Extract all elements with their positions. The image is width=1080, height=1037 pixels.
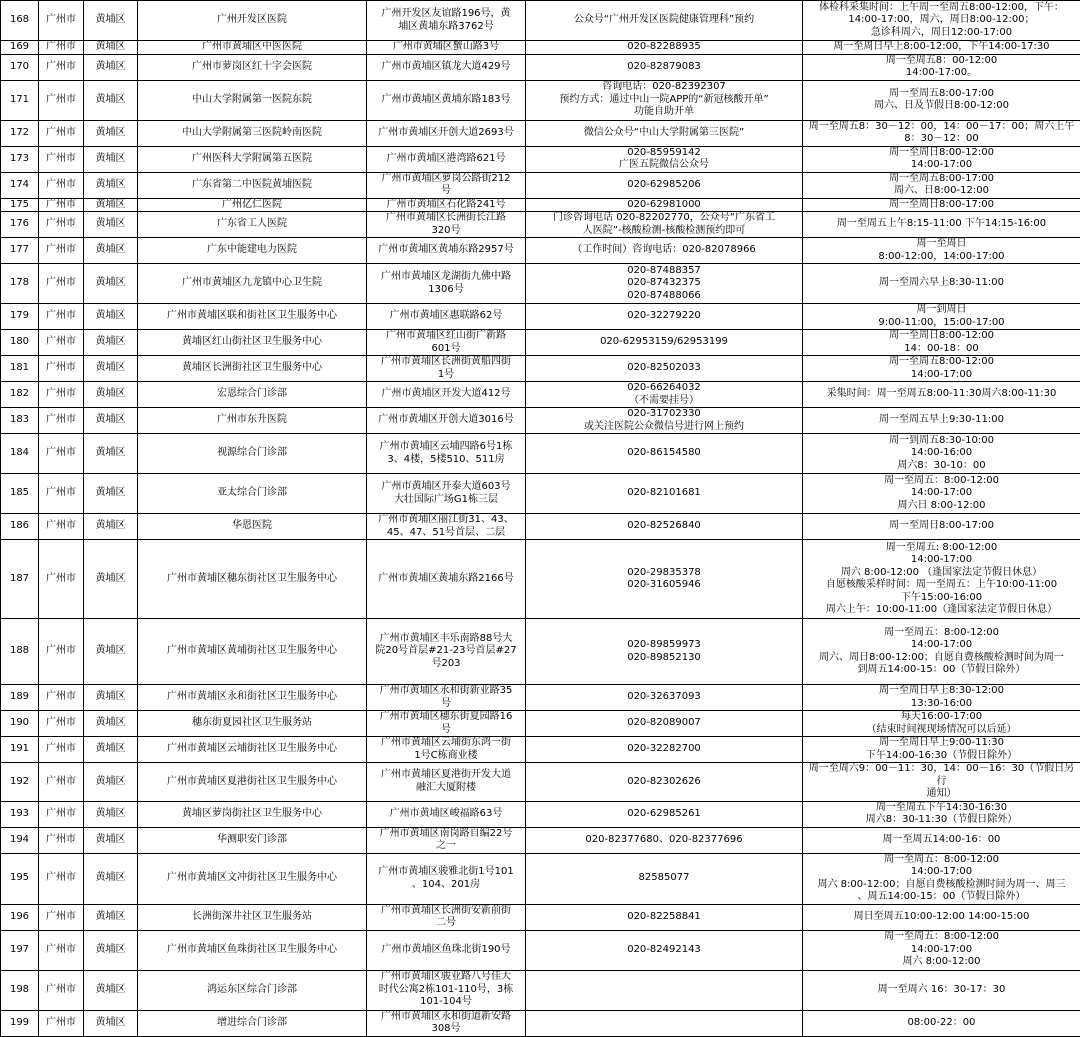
hospital-name: 广州亿仁医院	[138, 198, 367, 212]
city-cell: 广州市	[39, 172, 84, 198]
row-number: 190	[1, 711, 39, 737]
hospital-address: 广州市黄埔区云埔四路6号1栋 3、4楼，5楼510、511房	[367, 434, 526, 474]
hospital-address: 广州市黄埔区黄埔东路2957号	[367, 238, 526, 264]
booking-contact: 020-82377680、020-82377696	[526, 827, 803, 853]
service-hours: 周一至周五上午8:15-11:00 下午14:15-16:00	[803, 212, 1080, 238]
booking-contact: 020-87488357 020-87432375 020-87488066	[526, 264, 803, 304]
service-hours: 周一至周五：8:00-12:00 14:00-17:00 周六 8:00-12:00	[803, 930, 1080, 970]
city-cell: 广州市	[39, 54, 84, 80]
city-cell: 广州市	[39, 212, 84, 238]
hospital-name: 华恩医院	[138, 514, 367, 540]
district-cell: 黄埔区	[84, 408, 138, 434]
hospital-address: 广州市黄埔区蟹山路3号	[367, 41, 526, 55]
city-cell: 广州市	[39, 514, 84, 540]
city-cell: 广州市	[39, 827, 84, 853]
row-number: 172	[1, 120, 39, 146]
service-hours: 周一至周五8：00-12:00 14:00-17:00。	[803, 54, 1080, 80]
row-number: 187	[1, 540, 39, 619]
row-number: 182	[1, 382, 39, 408]
hospital-address: 广州市黄埔区永和街新业路35 号	[367, 685, 526, 711]
district-cell: 黄埔区	[84, 41, 138, 55]
district-cell: 黄埔区	[84, 514, 138, 540]
row-number: 176	[1, 212, 39, 238]
hospital-name: 广州市黄埔区鱼珠街社区卫生服务中心	[138, 930, 367, 970]
city-cell: 广州市	[39, 474, 84, 514]
row-number: 192	[1, 763, 39, 802]
service-hours: 周一至周日8:00-12:00 14：00-18：00	[803, 330, 1080, 356]
hospital-address: 广州市黄埔区骏雅北街1号101 、104、201房	[367, 853, 526, 904]
district-cell: 黄埔区	[84, 474, 138, 514]
row-number: 183	[1, 408, 39, 434]
row-number: 173	[1, 146, 39, 172]
hospital-name: 增进综合门诊部	[138, 1010, 367, 1036]
city-cell: 广州市	[39, 408, 84, 434]
service-hours: 周一至周日 8:00-12:00，14:00-17:00	[803, 238, 1080, 264]
row-number: 179	[1, 304, 39, 330]
hospital-address: 广州市黄埔区开创大道2693号	[367, 120, 526, 146]
hospital-name: 广州市东升医院	[138, 408, 367, 434]
table-row	[1, 264, 1080, 304]
district-cell: 黄埔区	[84, 619, 138, 685]
district-cell: 黄埔区	[84, 685, 138, 711]
row-number: 171	[1, 80, 39, 120]
booking-contact: （工作时间）咨询电话：020-82078966	[526, 238, 803, 264]
city-cell: 广州市	[39, 711, 84, 737]
district-cell: 黄埔区	[84, 356, 138, 382]
booking-contact: 020-29835378 020-31605946	[526, 540, 803, 619]
service-hours: 周一至周五下午14:30-16:30 周六8：30-11:30（节假日除外）	[803, 801, 1080, 827]
hospital-address: 广州市黄埔区黄埔东路183号	[367, 80, 526, 120]
city-cell: 广州市	[39, 146, 84, 172]
booking-contact: 82585077	[526, 853, 803, 904]
hospital-name: 广州市黄埔区穗东街社区卫生服务中心	[138, 540, 367, 619]
service-hours: 体检科采集时间：上午周一至周五8:00-12:00，下午： 14:00-17:00，周六，周日8:00-12:00； 急诊科周六，周日12:00-17:00	[803, 1, 1080, 41]
booking-contact: 门诊咨询电话 020-82202770，公众号“广东省工 人医院”-核酸检测-核酸检测预约即可	[526, 212, 803, 238]
booking-contact	[526, 970, 803, 1010]
hospital-address: 广州市黄埔区惠联路62号	[367, 304, 526, 330]
hospital-name: 广州市黄埔区永和街社区卫生服务中心	[138, 685, 367, 711]
city-cell: 广州市	[39, 737, 84, 763]
booking-contact: 020-62985261	[526, 801, 803, 827]
service-hours: 周一至周五：8:00-12:00 14:00-17:00 周六、周日8:00-12:00；自愿自费核酸检测时间为周一 到周五14:00-15：00（节假日除外）	[803, 619, 1080, 685]
hospital-address: 广州市黄埔区南岗路自编22号 之一	[367, 827, 526, 853]
hospital-address: 广州市黄埔区镇龙大道429号	[367, 54, 526, 80]
city-cell: 广州市	[39, 540, 84, 619]
service-hours: 周一至周五8：30－12：00，14：00－17：00；周六上午 8：30－12：00	[803, 120, 1080, 146]
district-cell: 黄埔区	[84, 172, 138, 198]
service-hours: 周一到周日 9:00-11:00，15:00-17:00	[803, 304, 1080, 330]
booking-contact: 020-82879083	[526, 54, 803, 80]
table-row	[1, 685, 1080, 711]
hospital-address: 广州市黄埔区长洲街安新前街 二号	[367, 904, 526, 930]
city-cell: 广州市	[39, 264, 84, 304]
district-cell: 黄埔区	[84, 54, 138, 80]
city-cell: 广州市	[39, 80, 84, 120]
service-hours: 周一至周五: 8:00-12:00 14:00-17:00 周六 8:00-12:00 （逢国家法定节假日休息） 自愿核酸采样时间：周一至周五：上午10:00-11:00 下午15:00-16:00 周六上午：10:00-11:00（逢国家法定节假日休息）	[803, 540, 1080, 619]
hospital-address: 广州市黄埔区丰乐南路88号大 院20号首层#21-23号首层#27 号203	[367, 619, 526, 685]
hospital-name: 广州开发区医院	[138, 1, 367, 41]
hospital-name: 广州医科大学附属第五医院	[138, 146, 367, 172]
hospital-name: 鸿运东区综合门诊部	[138, 970, 367, 1010]
district-cell: 黄埔区	[84, 904, 138, 930]
city-cell: 广州市	[39, 238, 84, 264]
hospital-name: 广州市黄埔区夏港街社区卫生服务中心	[138, 763, 367, 802]
hospital-name: 亚太综合门诊部	[138, 474, 367, 514]
table-row	[1, 212, 1080, 238]
service-hours: 周一至周六9：00－11：30，14：00－16：30（节假日另行 通知）	[803, 763, 1080, 802]
hospital-name: 黄埔区长洲街社区卫生服务中心	[138, 356, 367, 382]
booking-contact: 020-82502033	[526, 356, 803, 382]
city-cell: 广州市	[39, 304, 84, 330]
district-cell: 黄埔区	[84, 198, 138, 212]
table-row	[1, 1, 1080, 41]
hospital-address: 广州市黄埔区云埔街东鸿一街 1号C栋商业楼	[367, 737, 526, 763]
hospital-name: 宏恩综合门诊部	[138, 382, 367, 408]
service-hours: 周一至周日早上9:00-11:30 下午14:00-16:30（节假日除外）	[803, 737, 1080, 763]
table-row	[1, 238, 1080, 264]
hospital-name: 广东中能建电力医院	[138, 238, 367, 264]
hospital-name: 长洲街深井社区卫生服务站	[138, 904, 367, 930]
city-cell: 广州市	[39, 619, 84, 685]
hospital-address: 广州市黄埔区长洲街长江路 320号	[367, 212, 526, 238]
hospital-address: 广州市黄埔区骏业路八号佳大 时代公寓2栋101-110号，3栋 101-104号	[367, 970, 526, 1010]
hospital-name: 黄埔区红山街社区卫生服务中心	[138, 330, 367, 356]
booking-contact: 020-62981000	[526, 198, 803, 212]
city-cell: 广州市	[39, 801, 84, 827]
service-hours: 采集时间：周一至周五8:00-11:30周六8:00-11:30	[803, 382, 1080, 408]
hospital-address: 广州市黄埔区开泰大道603号 大壮国际广场G1栋三层	[367, 474, 526, 514]
table-row	[1, 853, 1080, 904]
table-row	[1, 619, 1080, 685]
city-cell: 广州市	[39, 1010, 84, 1036]
district-cell: 黄埔区	[84, 146, 138, 172]
district-cell: 黄埔区	[84, 853, 138, 904]
hospital-address: 广州市黄埔区石化路241号	[367, 198, 526, 212]
table-row	[1, 474, 1080, 514]
district-cell: 黄埔区	[84, 264, 138, 304]
booking-contact: 020-86154580	[526, 434, 803, 474]
table-row	[1, 514, 1080, 540]
hospital-address: 广州市黄埔区丽江街31、43、 45、47、51号首层、二层	[367, 514, 526, 540]
table-row	[1, 711, 1080, 737]
hospital-name: 广州市黄埔区九龙镇中心卫生院	[138, 264, 367, 304]
district-cell: 黄埔区	[84, 330, 138, 356]
table-row	[1, 827, 1080, 853]
table-row	[1, 434, 1080, 474]
table-row	[1, 304, 1080, 330]
district-cell: 黄埔区	[84, 238, 138, 264]
hospital-name: 中山大学附属第三医院岭南医院	[138, 120, 367, 146]
district-cell: 黄埔区	[84, 930, 138, 970]
district-cell: 黄埔区	[84, 1, 138, 41]
district-cell: 黄埔区	[84, 801, 138, 827]
table-row	[1, 763, 1080, 802]
booking-contact: 020-62985206	[526, 172, 803, 198]
hospital-name: 广州市萝岗区红十字会医院	[138, 54, 367, 80]
service-hours: 周一至周日8:00-12:00 14:00-17:00	[803, 146, 1080, 172]
district-cell: 黄埔区	[84, 711, 138, 737]
service-hours: 周一至周六早上8:30-11:00	[803, 264, 1080, 304]
table-row	[1, 382, 1080, 408]
row-number: 195	[1, 853, 39, 904]
table-row	[1, 930, 1080, 970]
service-hours: 周一至周五8:00-12:00 14:00-17:00	[803, 356, 1080, 382]
hospital-name: 广州市黄埔区黄埔街社区卫生服务中心	[138, 619, 367, 685]
table-row	[1, 356, 1080, 382]
table-row	[1, 330, 1080, 356]
hospital-address: 广州市黄埔区穗东街夏园路16 号	[367, 711, 526, 737]
service-hours: 08:00-22：00	[803, 1010, 1080, 1036]
city-cell: 广州市	[39, 685, 84, 711]
booking-contact: 020-82089007	[526, 711, 803, 737]
booking-contact: 020-82288935	[526, 41, 803, 55]
booking-contact: 020-32282700	[526, 737, 803, 763]
city-cell: 广州市	[39, 41, 84, 55]
district-cell: 黄埔区	[84, 304, 138, 330]
city-cell: 广州市	[39, 763, 84, 802]
row-number: 194	[1, 827, 39, 853]
service-hours: 周日至周五10:00-12:00 14:00-15:00	[803, 904, 1080, 930]
hospital-name: 广州市黄埔区云埔街社区卫生服务中心	[138, 737, 367, 763]
service-hours: 周一至周日8:00-17:00	[803, 198, 1080, 212]
service-hours: 周一至周日8:00-17:00	[803, 514, 1080, 540]
hospital-address: 广州市黄埔区夏港街开发大道 融汇大厦附楼	[367, 763, 526, 802]
row-number: 181	[1, 356, 39, 382]
hospital-address: 广州市黄埔区黄埔东路2166号	[367, 540, 526, 619]
hospital-name: 广州市黄埔区文冲街社区卫生服务中心	[138, 853, 367, 904]
district-cell: 黄埔区	[84, 80, 138, 120]
service-hours: 周一至周日早上8:00-12:00，下午14:00-17:30	[803, 41, 1080, 55]
row-number: 168	[1, 1, 39, 41]
hospital-address: 广州市黄埔区开创大道3016号	[367, 408, 526, 434]
table-row	[1, 801, 1080, 827]
district-cell: 黄埔区	[84, 540, 138, 619]
table-row	[1, 198, 1080, 212]
hospital-name: 广州市黄埔区中医医院	[138, 41, 367, 55]
row-number: 186	[1, 514, 39, 540]
row-number: 184	[1, 434, 39, 474]
booking-contact: 公众号“广州开发区医院健康管理科”预约	[526, 1, 803, 41]
table-row	[1, 970, 1080, 1010]
row-number: 191	[1, 737, 39, 763]
district-cell: 黄埔区	[84, 382, 138, 408]
hospital-name: 华测职安门诊部	[138, 827, 367, 853]
city-cell: 广州市	[39, 198, 84, 212]
city-cell: 广州市	[39, 356, 84, 382]
row-number: 197	[1, 930, 39, 970]
city-cell: 广州市	[39, 970, 84, 1010]
booking-contact: 020-82492143	[526, 930, 803, 970]
booking-contact: 020-32637093	[526, 685, 803, 711]
city-cell: 广州市	[39, 1, 84, 41]
table-row	[1, 172, 1080, 198]
table-row	[1, 408, 1080, 434]
booking-contact: 020-82302626	[526, 763, 803, 802]
district-cell: 黄埔区	[84, 737, 138, 763]
hospital-address: 广州市黄埔区长洲街黄船四街 1号	[367, 356, 526, 382]
district-cell: 黄埔区	[84, 1010, 138, 1036]
city-cell: 广州市	[39, 434, 84, 474]
row-number: 189	[1, 685, 39, 711]
row-number: 175	[1, 198, 39, 212]
hospital-name: 中山大学附属第一医院东院	[138, 80, 367, 120]
table-row	[1, 54, 1080, 80]
row-number: 188	[1, 619, 39, 685]
table-row	[1, 146, 1080, 172]
booking-contact: 微信公众号“中山大学附属第三医院”	[526, 120, 803, 146]
service-hours: 周一至周五：8:00-12:00 14:00-17:00 周六 8:00-12:00；自愿自费核酸检测时间为周一、周三 、周五14:00-15：00（节假日除外）	[803, 853, 1080, 904]
district-cell: 黄埔区	[84, 970, 138, 1010]
table-body	[1, 1, 1080, 1037]
table-row	[1, 41, 1080, 55]
table-row	[1, 80, 1080, 120]
city-cell: 广州市	[39, 904, 84, 930]
city-cell: 广州市	[39, 120, 84, 146]
row-number: 199	[1, 1010, 39, 1036]
district-cell: 黄埔区	[84, 827, 138, 853]
city-cell: 广州市	[39, 330, 84, 356]
city-cell: 广州市	[39, 930, 84, 970]
row-number: 177	[1, 238, 39, 264]
booking-contact	[526, 1010, 803, 1036]
service-hours: 周一到周五8:30-10:00 14:00-16:00 周六8：30-10：00	[803, 434, 1080, 474]
row-number: 196	[1, 904, 39, 930]
row-number: 170	[1, 54, 39, 80]
booking-contact: 020-85959142 广医五院微信公众号	[526, 146, 803, 172]
row-number: 198	[1, 970, 39, 1010]
service-hours: 周一至周五：8:00-12:00 14:00-17:00 周六日 8:00-12:00	[803, 474, 1080, 514]
district-cell: 黄埔区	[84, 212, 138, 238]
row-number: 169	[1, 41, 39, 55]
hospital-name: 广东省第二中医院黄埔医院	[138, 172, 367, 198]
hospital-name: 视源综合门诊部	[138, 434, 367, 474]
booking-contact: 020-89859973 020-89852130	[526, 619, 803, 685]
hospital-address: 广州市黄埔区开发大道412号	[367, 382, 526, 408]
hospital-address: 广州市黄埔区红山街广新路 601号	[367, 330, 526, 356]
table-row	[1, 540, 1080, 619]
hospital-address: 广州市黄埔区永和街道新安路 308号	[367, 1010, 526, 1036]
table-row	[1, 120, 1080, 146]
hospital-address: 广州市黄埔区港湾路621号	[367, 146, 526, 172]
row-number: 174	[1, 172, 39, 198]
hospital-name: 广州市黄埔区联和街社区卫生服务中心	[138, 304, 367, 330]
table-row	[1, 737, 1080, 763]
row-number: 193	[1, 801, 39, 827]
hospital-name: 广东省工人医院	[138, 212, 367, 238]
district-cell: 黄埔区	[84, 434, 138, 474]
booking-contact: 020-62953159/62953199	[526, 330, 803, 356]
table-row	[1, 904, 1080, 930]
row-number: 180	[1, 330, 39, 356]
row-number: 185	[1, 474, 39, 514]
hospital-address: 广州市黄埔区鱼珠北街190号	[367, 930, 526, 970]
booking-contact: 020-32279220	[526, 304, 803, 330]
service-hours: 周一至周五8:00-17:00 周六、日8:00-12:00	[803, 172, 1080, 198]
booking-contact: 020-82101681	[526, 474, 803, 514]
hospital-address: 广州市黄埔区萝岗公路街212 号	[367, 172, 526, 198]
booking-contact: 020-31702330 或关注医院公众微信号进行网上预约	[526, 408, 803, 434]
service-hours: 周一至周日早上8:30-12:00 13:30-16:00	[803, 685, 1080, 711]
service-hours: 周一至周五8:00-17:00 周六、日及节假日8:00-12:00	[803, 80, 1080, 120]
city-cell: 广州市	[39, 853, 84, 904]
service-hours: 周一至周六 16：30-17：30	[803, 970, 1080, 1010]
hospital-name: 穗东街夏园社区卫生服务站	[138, 711, 367, 737]
booking-contact: 020-66264032 （不需要挂号）	[526, 382, 803, 408]
hospital-address: 广州市黄埔区龙湖街九佛中路 1306号	[367, 264, 526, 304]
district-cell: 黄埔区	[84, 120, 138, 146]
service-hours: 每天16:00-17:00 （结束时间视现场情况可以后延）	[803, 711, 1080, 737]
hospital-address: 广州开发区友谊路196号，黄 埔区黄埔东路3762号	[367, 1, 526, 41]
hospital-name: 黄埔区萝岗街社区卫生服务中心	[138, 801, 367, 827]
district-cell: 黄埔区	[84, 763, 138, 802]
row-number: 178	[1, 264, 39, 304]
booking-contact: 020-82258841	[526, 904, 803, 930]
hospital-address: 广州市黄埔区峻福路63号	[367, 801, 526, 827]
service-hours: 周一至周五14:00-16：00	[803, 827, 1080, 853]
city-cell: 广州市	[39, 382, 84, 408]
booking-contact: 咨询电话：020-82392307 预约方式：通过中山一院APP的“新冠核酸开单” 功能自助开单	[526, 80, 803, 120]
service-hours: 周一至周五早上9:30-11:00	[803, 408, 1080, 434]
booking-contact: 020-82526840	[526, 514, 803, 540]
table-row	[1, 1010, 1080, 1036]
